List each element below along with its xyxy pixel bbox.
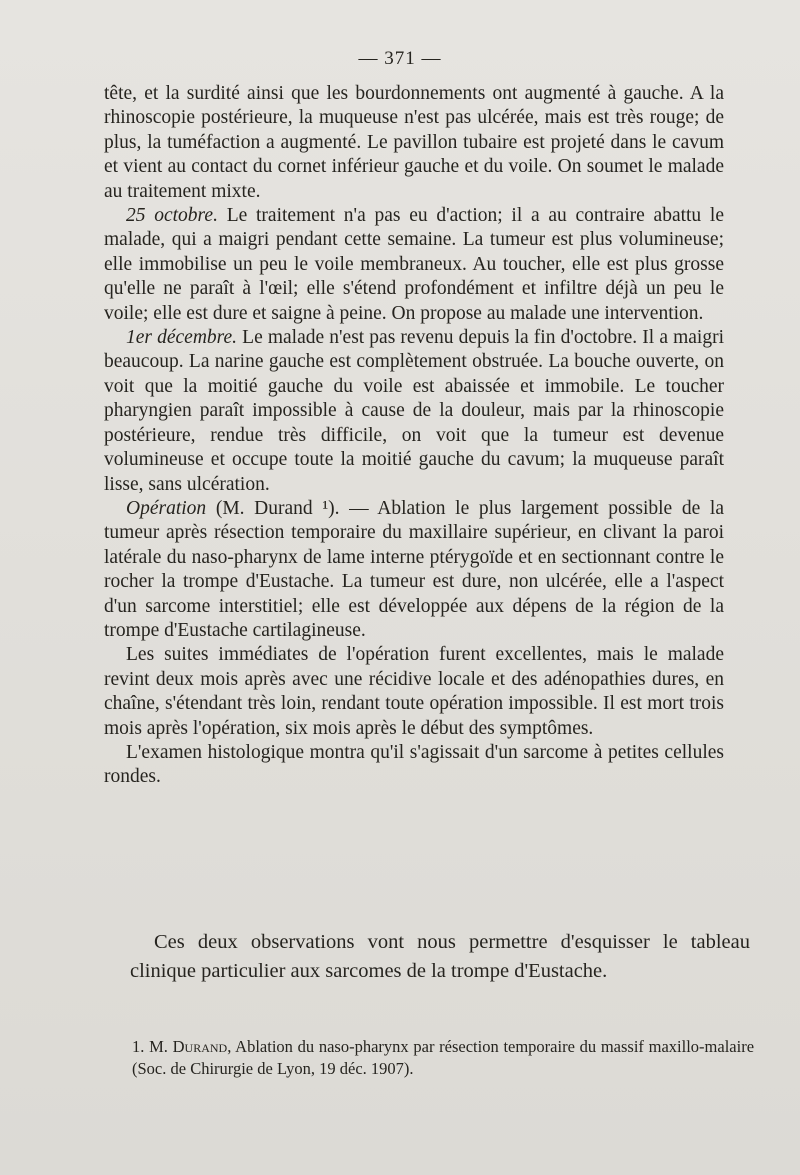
entry-date: 1er décembre. (126, 327, 238, 349)
closing-paragraph: Ces deux observations vont nous permettre d'esquisser le tableau clinique particulier aux sarcomes de la trompe d'Eustache. (130, 931, 750, 982)
paragraph-text: Le traitement n'a pas eu d'action; il a au contraire abattu le malade, qui a maigri pendant cette semaine. La tumeur est plus volumineuse; elle immobilise un peu le voile membraneux. Au toucher, elle est plus grosse qu'elle ne paraît à l'œil; elle s'étend profondément et infiltre déjà un peu le voile; elle est dure et saigne à peine. On propose au malade une intervention. (104, 205, 724, 324)
paragraph-text: Les suites immédiates de l'opération furent excellentes, mais le malade revint deux mois après avec une récidive locale et des adénopathies dures, en chaîne, s'étendant très loin, rendant toute opération impossible. Il est mort trois mois après l'opération, six mois après le début des symptômes. (104, 644, 724, 739)
footnote-author: Durand, (172, 1037, 232, 1056)
paragraph-operation (104, 497, 724, 643)
paragraph-text: Le malade n'est pas revenu depuis la fin d'octobre. Il a maigri beaucoup. La narine gauche est complètement obstruée. La bouche ouverte, on voit que la moitié gauche du voile est abaissée et immobile. Le toucher pharyngien paraît impossible à cause de la douleur, mais par la rhinoscopie postérieure, rendue très difficile, on voit que la tumeur est devenue volumineuse et occupe toute la moitié gauche du cavum; la muqueuse paraît lisse, sans ulcération. (104, 327, 724, 495)
body-text (104, 82, 724, 790)
footnote-marker: 1. M. (132, 1037, 168, 1056)
page-number: — 371 — (358, 48, 442, 69)
paragraph-text: (M. Durand ¹). — Ablation le plus largement possible de la tumeur après résection temporaire du maxillaire supérieur, en clivant la paroi latérale du naso-pharynx de lame interne ptérygoïde et en sectionnant contre le rocher la trompe d'Eustache. La tumeur est dure, non ulcérée, elle a l'aspect d'un sarcome interstitiel; elle est développée aux dépens de la région de la trompe d'Eustache cartilagineuse. (104, 497, 724, 641)
paragraph-suites (104, 643, 724, 741)
entry-date: 25 octobre. (126, 205, 218, 227)
paragraph-text: L'examen histologique montra qu'il s'agissait d'un sarcome à petites cellules rondes. (104, 741, 724, 788)
footnote-text: Ablation du naso-pharynx par résection temporaire du massif maxillo-malaire (Soc. de Chirurgie de Lyon, 19 déc. 1907). (132, 1037, 755, 1078)
paragraph-continuation (104, 82, 724, 204)
paragraph-1er-decembre (104, 326, 724, 497)
entry-heading: Opération (126, 497, 207, 519)
paragraph-text: tête, et la surdité ainsi que les bourdonnements ont augmenté à gauche. A la rhinoscopie postérieure, la muqueuse n'est pas ulcérée, mais est très rouge; de plus, la tuméfaction a augmenté. Le pavillon tubaire est projeté dans le cavum et vient au contact du cornet inférieur gauche et du voile. On soumet le malade au traitement mixte. (104, 83, 724, 202)
footnote (132, 1036, 754, 1080)
paragraph-25-octobre (104, 204, 724, 326)
paragraph-examen (104, 741, 724, 790)
